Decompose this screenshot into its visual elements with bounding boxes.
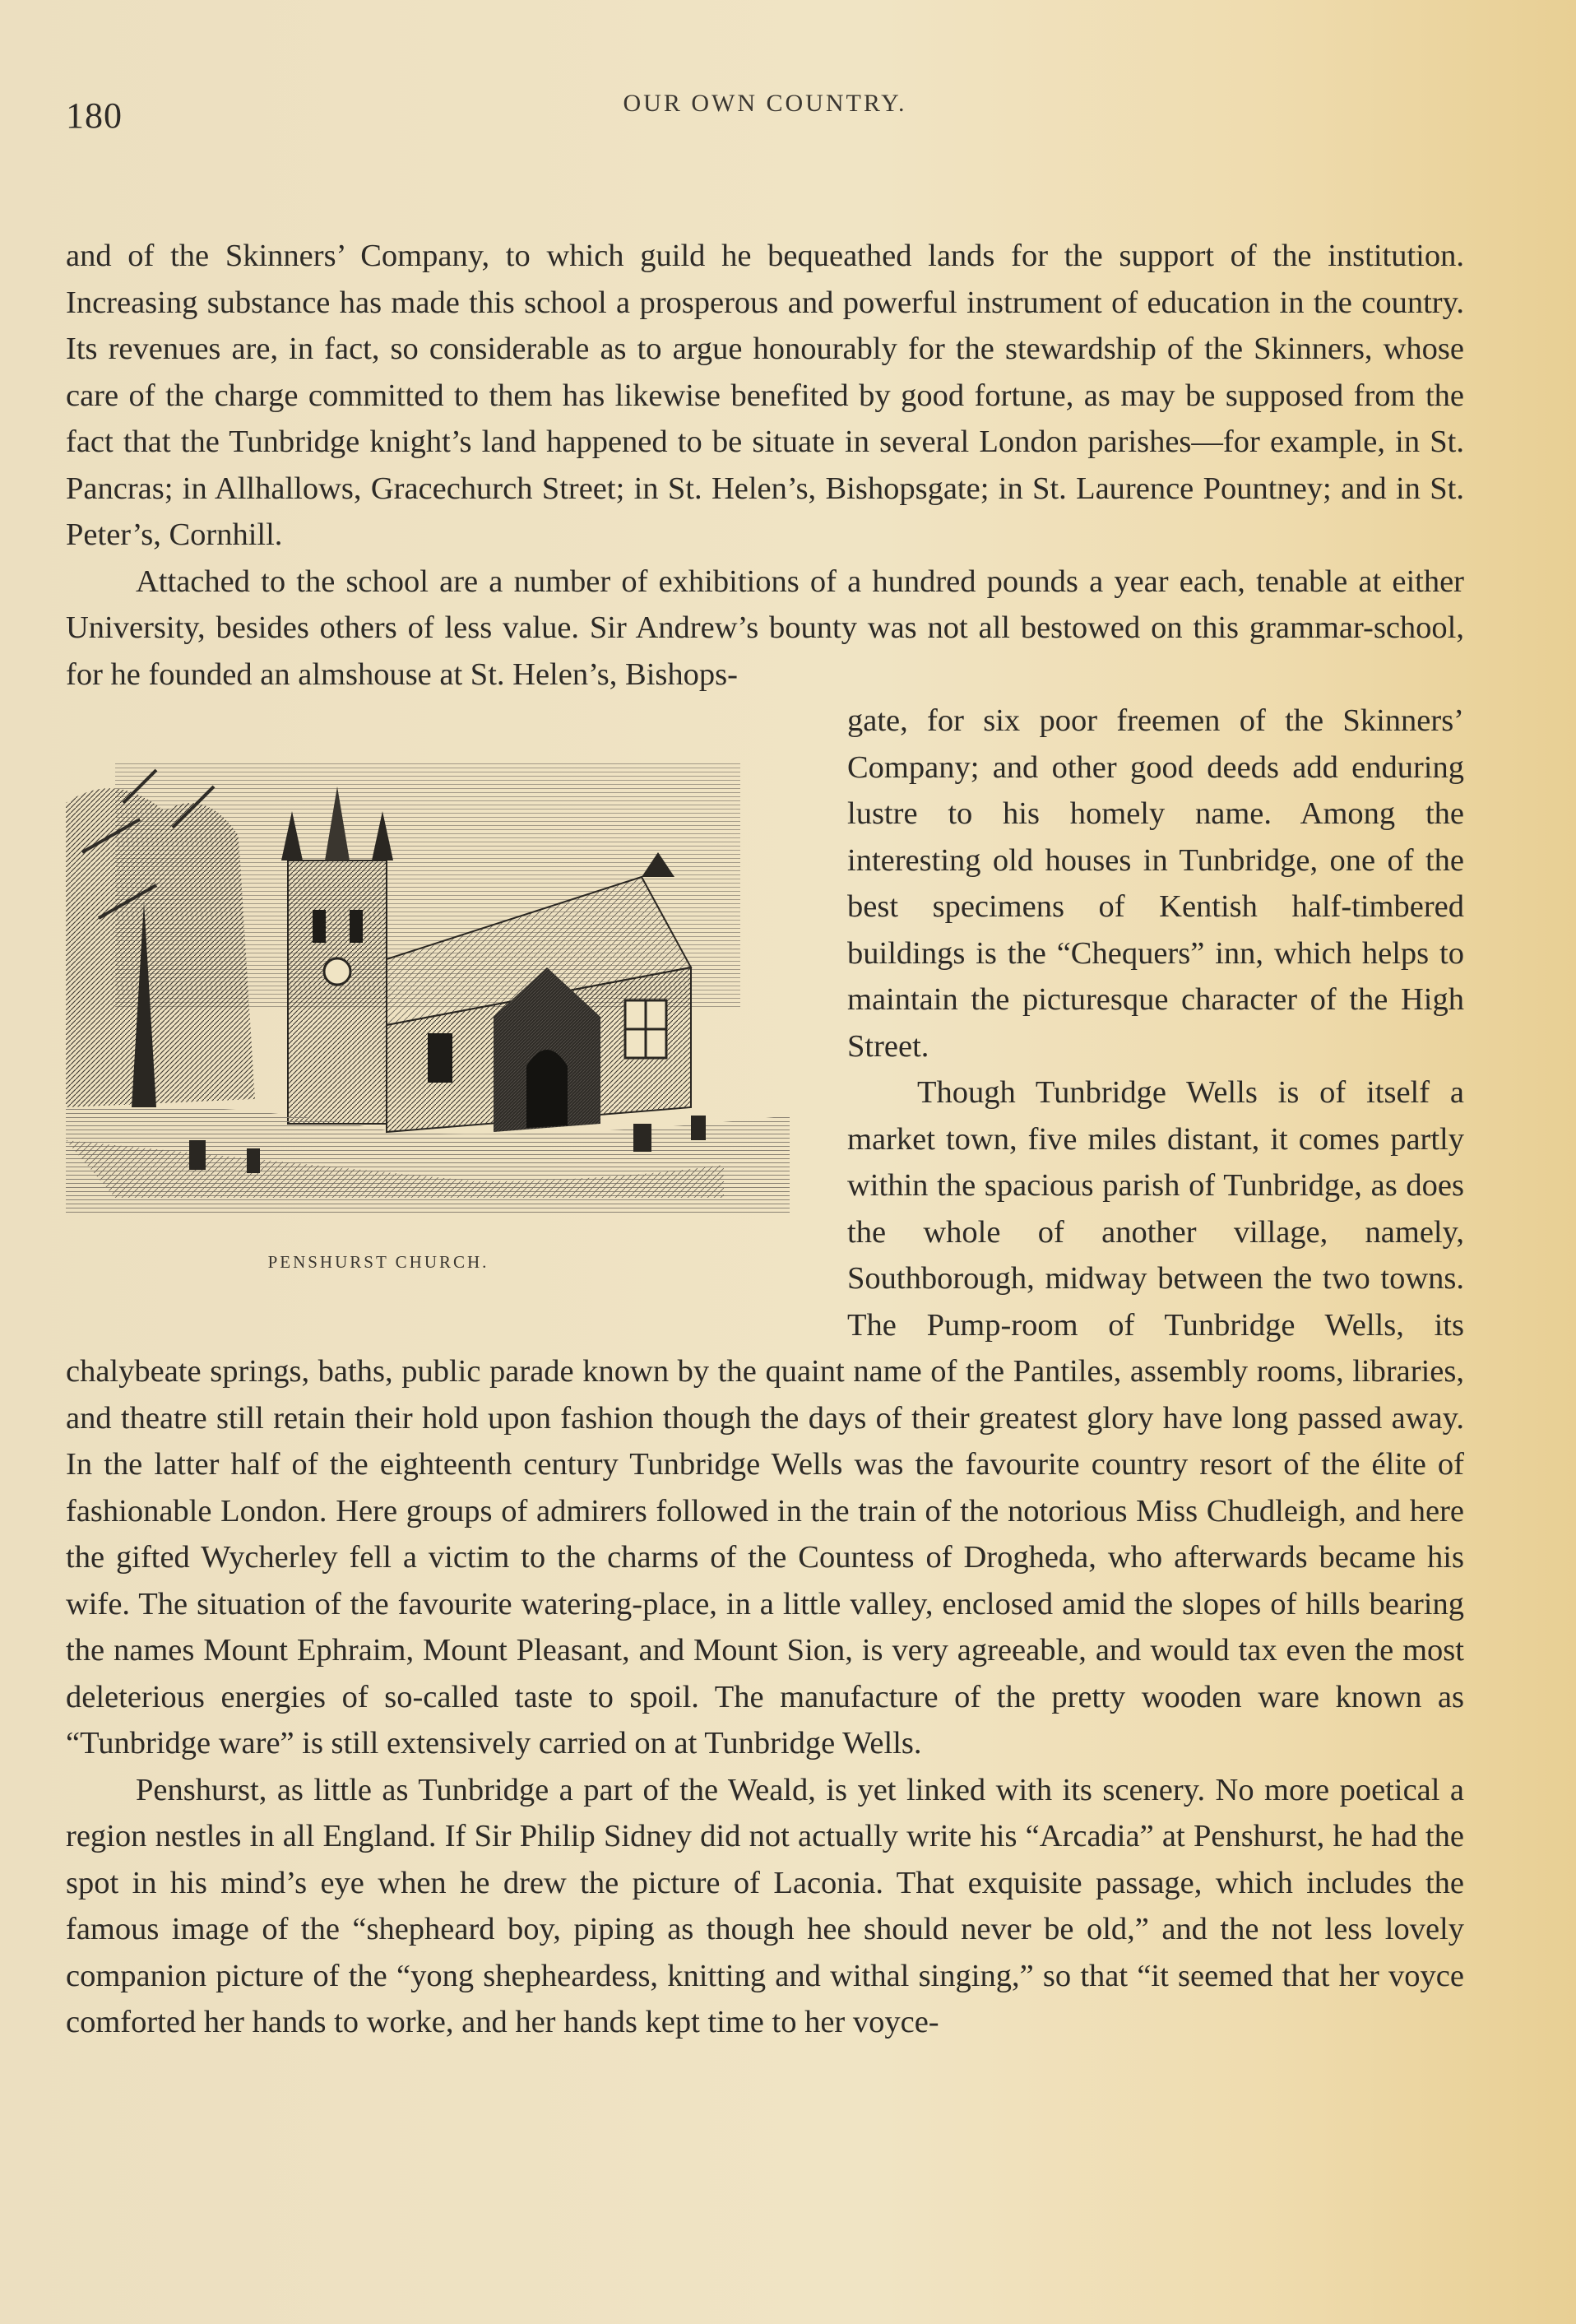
body-text	[66, 233, 1464, 2046]
figure-penshurst-church	[66, 704, 823, 1313]
paragraph-exhibitions: Attached to the school are a number of exhibitions of a hundred pounds a year each, tenable at either University, besides others of less value. Sir Andrew’s bounty was not all bestowed on this grammar-school, for he founded an almshouse at St. Helen’s, Bishops-	[66, 564, 1464, 692]
church-engraving	[66, 754, 790, 1214]
paragraph-tunbridge-wells: Though Tunbridge Wells is of itself a market town, five miles distant, it comes partly within the spacious parish of Tunbridge, as does the whole of another village, namely, Southborough, midway between the two towns. The Pump-room of Tunbridge Wells, its chalybeate springs, baths, public parade known by the quaint name of the Pantiles, assembly rooms, libraries, and theatre still retain their hold upon fashion though the days of their greatest glory have long passed away. In the latter half of the eighteenth century Tunbridge Wells was the favourite country resort of the élite of fashionable London. Here groups of admirers followed in the train of the notorious Miss Chudleigh, and here the gifted Wycherley fell a victim to the charms of the Countess of Drogheda, who afterwards became his wife. The situation of the favourite watering-place, in a little valley, enclosed amid the slopes of hills bearing the names Mount Ephraim, Mount Pleasant, and Mount Sion, is very agreeable, and would tax even the most deleterious energies of so-called taste to spoil. The manufacture of the pretty wooden ware known as “Tunbridge ware” is still extensively carried on at Tunbridge Wells.	[66, 1075, 1464, 1760]
page-header	[66, 78, 1464, 144]
book-page	[66, 78, 1464, 2299]
figure-caption: PENSHURST CHURCH.	[267, 1252, 489, 1272]
page-number: 180	[66, 95, 123, 136]
paragraph-penshurst: Penshurst, as little as Tunbridge a part of the Weald, is yet linked with its scenery. No more poetical a region nestles in all England. If Sir Philip Sidney did not actually write his “Arcadia” at Penshurst, he had the spot in his mind’s eye when he drew the picture of Laconia. That exquisite passage, which includes the famous image of the “shepheard boy, piping as though hee should never be old,” and the not less lovely companion picture of the “yong shepheardess, knitting and withal singing,” so that “it seemed that her voyce comforted her hands to worke, and her hands kept time to her voyce-	[66, 1772, 1464, 2039]
running-head: OUR OWN COUNTRY.	[623, 90, 907, 117]
paragraph-chequers: gate, for six poor freemen of the Skinners’ Company; and other good deeds add enduring lustre to his homely name. Among the interesting old houses in Tunbridge, one of the best specimens of Kentish half-timbered buildings is the “Chequers” inn, which helps to maintain the picturesque character of the High Street.	[847, 703, 1464, 1064]
paragraph-skinners: and of the Skinners’ Company, to which guild he bequeathed lands for the support of the institution. Increasing substance has made this school a prosperous and powerful instrument of education in the country. Its revenues are, in fact, so considerable as to argue honourably for the stewardship of the Skinners, whose care of the charge committed to them has likewise benefited by good fortune, as may be supposed from the fact that the Tunbridge knight’s land happened to be situate in several London parishes—for example, in St. Pancras; in Allhallows, Gracechurch Street; in St. Helen’s, Bishopsgate; in St. Laurence Pountney; and in St. Peter’s, Cornhill.	[66, 239, 1464, 552]
